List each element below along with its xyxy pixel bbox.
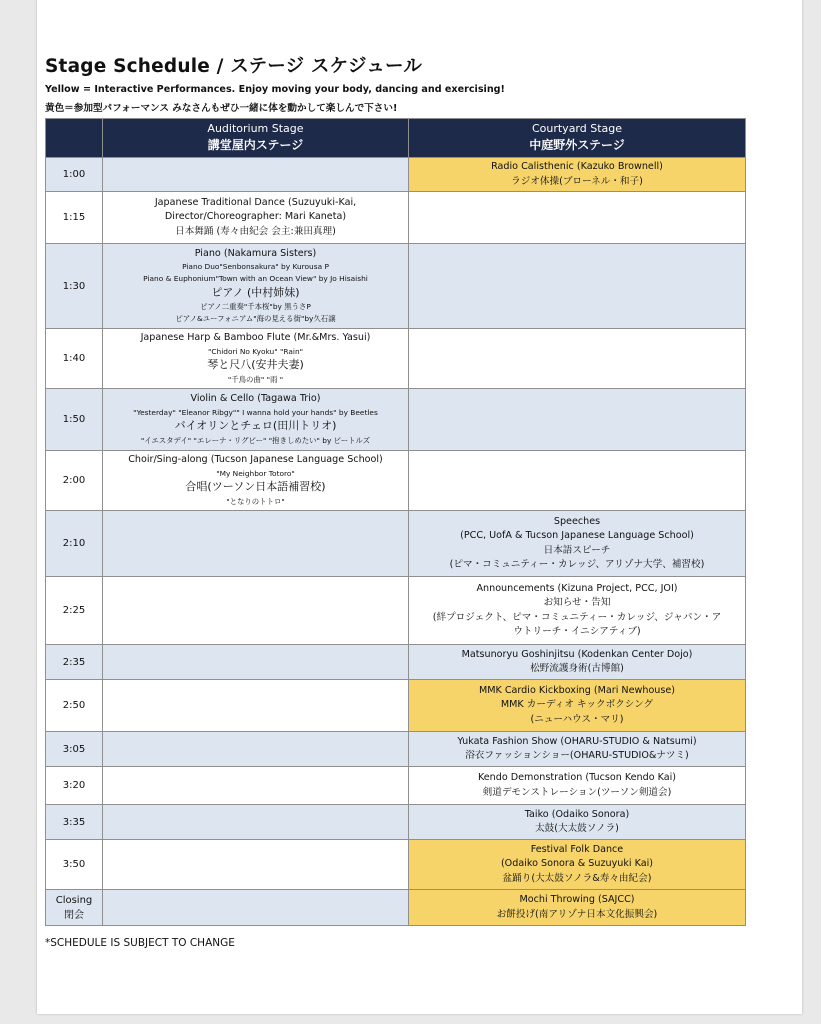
- event-title-ja: ピアノ (中村姉妹): [211, 285, 300, 299]
- event-title-ja: MMK カーディオ キックボクシング: [500, 699, 654, 711]
- event-title-ja: 琴と尺八(安井夫妻): [207, 358, 304, 372]
- table-row: [46, 511, 746, 577]
- time-label: Closing: [55, 894, 93, 906]
- program-item-ja: "千鳥の曲" "雨 ": [227, 374, 284, 384]
- courtyard-cell: [409, 244, 746, 329]
- time-cell: 3:35: [46, 805, 103, 840]
- table-row: [46, 244, 746, 329]
- courtyard-header-ja: 中庭野外ステージ: [529, 138, 625, 153]
- event-title: Speeches: [553, 515, 601, 527]
- table-row: [46, 389, 746, 451]
- event-title-ja: バイオリンとチェロ(田川トリオ): [174, 419, 337, 433]
- time-cell: 1:30: [46, 244, 103, 329]
- auditorium-header-ja: 講堂屋内ステージ: [207, 138, 304, 153]
- time-cell: 1:50: [46, 389, 103, 451]
- auditorium-cell: [103, 511, 409, 577]
- program-item: "Yesterday" "Eleanor Ribgy"" I wanna hold your hands" by Beetles: [133, 407, 378, 417]
- program-item: "Chidori No Kyoku" "Rain": [207, 346, 304, 356]
- courtyard-cell: [409, 577, 746, 645]
- courtyard-cell: [409, 329, 746, 389]
- auditorium-cell: [103, 158, 409, 192]
- schedule-table: [45, 118, 746, 926]
- program-item-ja: "イエスタデイ" "エレーナ・リグビー" "抱きしめたい" by ビートルズ: [140, 435, 371, 445]
- event-title: Mochi Throwing (SAJCC): [519, 894, 635, 906]
- time-header: [46, 119, 103, 158]
- program-item-ja: ピアノ&ユーフォニアム"海の見える街"by久石譲: [175, 314, 336, 324]
- auditorium-cell: [103, 192, 409, 244]
- event-title-ja: 日本舞踊 (寿々由紀会 会主:兼田真理): [175, 225, 336, 237]
- time-cell: 2:50: [46, 680, 103, 732]
- courtyard-cell: [409, 767, 746, 805]
- table-row: [46, 577, 746, 645]
- table-row: [46, 192, 746, 244]
- auditorium-cell: [103, 451, 409, 511]
- event-detail-ja: (ピマ・コミュニティー・カレッジ、アリゾナ大学、補習校): [449, 558, 705, 570]
- courtyard-cell: [409, 840, 746, 890]
- event-title-ja: 太鼓(大太鼓ソノラ): [535, 823, 619, 834]
- event-title: Japanese Harp & Bamboo Flute (Mr.&Mrs. Yasui): [140, 332, 371, 344]
- table-row: [46, 840, 746, 890]
- event-detail-ja: (絆プロジェクト、ピマ・コミュニティー・カレッジ、ジャパン・ア: [432, 611, 722, 623]
- time-cell: 2:00: [46, 451, 103, 511]
- auditorium-header-en: Auditorium Stage: [207, 122, 304, 136]
- table-row: [46, 680, 746, 732]
- auditorium-cell: [103, 840, 409, 890]
- time-cell: 1:15: [46, 192, 103, 244]
- event-title: Festival Folk Dance: [530, 843, 624, 855]
- event-detail: (PCC, UofA & Tucson Japanese Language School): [460, 530, 694, 542]
- table-row: [46, 451, 746, 511]
- auditorium-cell: [103, 767, 409, 805]
- time-cell: 1:00: [46, 158, 103, 192]
- table-row: [46, 805, 746, 840]
- table-row: [46, 329, 746, 389]
- auditorium-cell: [103, 732, 409, 767]
- auditorium-cell: [103, 890, 409, 926]
- event-detail-ja: ウトリーチ・イニシアティブ): [513, 625, 641, 637]
- schedule-footnote: *SCHEDULE IS SUBJECT TO CHANGE: [45, 937, 235, 949]
- time-cell: 3:20: [46, 767, 103, 805]
- table-row: [46, 767, 746, 805]
- auditorium-cell: [103, 645, 409, 680]
- courtyard-cell: [409, 732, 746, 767]
- event-detail: Director/Choreographer: Mari Kaneta): [164, 211, 347, 223]
- courtyard-cell: [409, 680, 746, 732]
- event-title: Announcements (Kizuna Project, PCC, JOI): [476, 582, 678, 594]
- event-title-ja: 日本語スピーチ: [543, 544, 611, 556]
- courtyard-cell: [409, 192, 746, 244]
- auditorium-cell: [103, 805, 409, 840]
- courtyard-header-en: Courtyard Stage: [531, 122, 623, 136]
- auditorium-cell: [103, 329, 409, 389]
- program-item-ja: ピアノ二重奏"千本桜"by 黒うさP: [200, 302, 311, 312]
- time-cell: 2:10: [46, 511, 103, 577]
- program-item: Piano & Euphonium"Town with an Ocean View" by Jo Hisaishi: [143, 274, 368, 284]
- event-title: MMK Cardio Kickboxing (Mari Newhouse): [478, 684, 676, 696]
- event-title-ja: 剣道デモンストレーション(ツーソン剣道会): [482, 786, 672, 798]
- program-item: "My Neighbor Totoro": [216, 468, 295, 478]
- event-title-ja: ラジオ体操(ブローネル・和子): [511, 175, 643, 187]
- courtyard-cell: [409, 645, 746, 680]
- event-title-ja: 浴衣ファッションショー(OHARU-STUDIO&ナツミ): [465, 750, 689, 761]
- table-row: [46, 158, 746, 192]
- time-cell: 1:40: [46, 329, 103, 389]
- time-cell: 2:25: [46, 577, 103, 645]
- courtyard-cell: [409, 890, 746, 926]
- courtyard-cell: [409, 158, 746, 192]
- time-cell: 3:50: [46, 840, 103, 890]
- event-title: Japanese Traditional Dance (Suzuyuki-Kai,: [154, 196, 357, 208]
- auditorium-cell: [103, 389, 409, 451]
- courtyard-cell: [409, 511, 746, 577]
- program-item: Piano Duo"Senbonsakura" by Kurousa P: [182, 262, 329, 272]
- event-title: Yukata Fashion Show (OHARU-STUDIO & Natsumi): [457, 735, 697, 747]
- event-title: Taiko (Odaiko Sonora): [524, 808, 630, 820]
- event-title: Violin & Cello (Tagawa Trio): [190, 393, 321, 405]
- event-title: Kendo Demonstration (Tucson Kendo Kai): [477, 772, 677, 784]
- table-row: [46, 890, 746, 926]
- courtyard-cell: [409, 389, 746, 451]
- courtyard-cell: [409, 451, 746, 511]
- time-cell: [46, 890, 103, 926]
- courtyard-cell: [409, 805, 746, 840]
- event-title: Piano (Nakamura Sisters): [194, 247, 317, 259]
- event-title-ja: 合唱(ツーソン日本語補習校): [185, 480, 326, 494]
- event-title: Radio Calisthenic (Kazuko Brownell): [491, 161, 663, 173]
- legend-note-en: Yellow = Interactive Performances. Enjoy moving your body, dancing and exercising!: [45, 84, 505, 95]
- program-item-ja: "となりのトトロ": [226, 496, 285, 506]
- legend-note-ja: 黄色＝参加型パフォーマンス みなさんもぜひ一緒に体を動かして楽しんで下さい!: [45, 103, 398, 114]
- table-row: [46, 645, 746, 680]
- event-detail-ja: (ニューハウス・マリ): [530, 713, 624, 725]
- event-title: Choir/Sing-along (Tucson Japanese Language School): [128, 454, 383, 466]
- event-detail: (Odaiko Sonora & Suzuyuki Kai): [500, 858, 654, 870]
- event-title-ja: お餅投げ(南アリゾナ日本文化振興会): [496, 908, 658, 920]
- time-cell: 2:35: [46, 645, 103, 680]
- time-cell: 3:05: [46, 732, 103, 767]
- courtyard-header: [409, 119, 746, 158]
- auditorium-cell: [103, 680, 409, 732]
- auditorium-header: [103, 119, 409, 158]
- auditorium-cell: [103, 244, 409, 329]
- table-row: [46, 732, 746, 767]
- page-title: Stage Schedule / ステージ スケジュール: [45, 56, 423, 77]
- event-title-ja: 松野流護身術(古博館): [530, 663, 624, 674]
- time-label-ja: 閉会: [64, 909, 84, 921]
- event-title-ja: お知らせ・告知: [543, 597, 611, 609]
- auditorium-cell: [103, 577, 409, 645]
- event-title-ja: 盆踊り(大太鼓ソノラ&寿々由紀会): [502, 872, 652, 884]
- event-title: Matsunoryu Goshinjitsu (Kodenkan Center Dojo): [461, 648, 693, 660]
- table-header-row: [46, 119, 746, 158]
